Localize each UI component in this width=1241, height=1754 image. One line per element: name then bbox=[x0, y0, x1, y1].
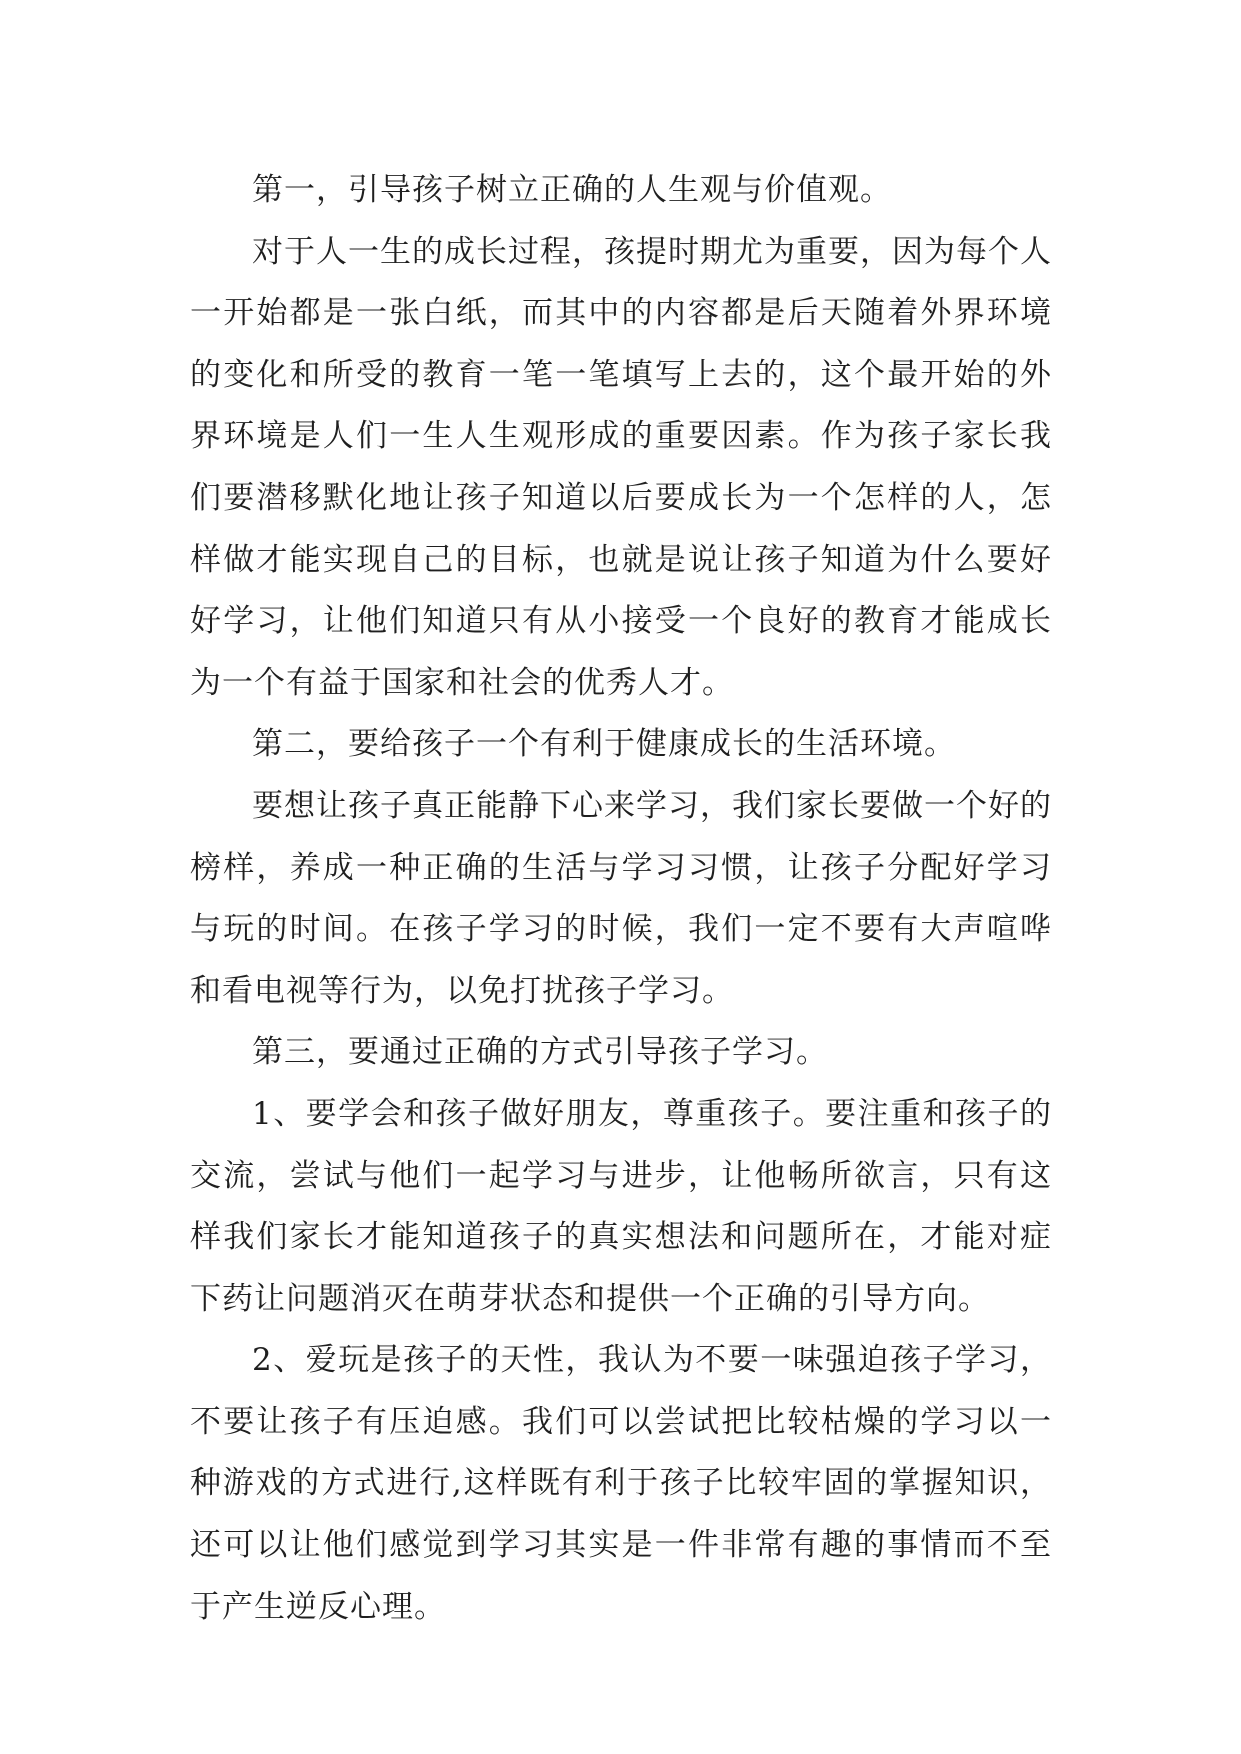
paragraph-heading-2: 第二，要给孩子一个有利于健康成长的生活环境。 bbox=[252, 726, 956, 763]
paragraph-1: 对于人一生的成长过程，孩提时期尤为重要，因为每个人一开始都是一张白纸，而其中的内容都是后天随着外界环境的变化和所受的教育一笔一笔填写上去的，这个最开始的外界环境是人们一生人生观形成的重要因素。作为孩子家长我们要潜移默化地让孩子知道以后要成长为一个怎样的人，怎样做才能实现自己的目标，也就是说让孩子知道为什么要好好学习，让他们知道只有从小接受一个良好的教育才能成长为一个有益于国家和社会的优秀人才。 bbox=[190, 233, 1052, 701]
paragraph-heading-1: 第一，引导孩子树立正确的人生观与价值观。 bbox=[252, 172, 892, 208]
document-body bbox=[190, 160, 1052, 1638]
paragraph-heading-3: 第三，要通过正确的方式引导孩子学习。 bbox=[252, 1034, 828, 1071]
paragraph-4: 2、爱玩是孩子的天性，我认为不要一味强迫孩子学习，不要让孩子有压迫感。我们可以尝试把比较枯燥的学习以一种游戏的方式进行,这样既有利于孩子比较牢固的掌握知识，还可以让他们感觉到学习其实是一件非常有趣的事情而不至于产生逆反心理。 bbox=[190, 1342, 1052, 1625]
paragraph-3: 1、要学会和孩子做好朋友，尊重孩子。要注重和孩子的交流，尝试与他们一起学习与进步，让他畅所欲言，只有这样我们家长才能知道孩子的真实想法和问题所在，才能对症下药让问题消灭在萌芽状态和提供一个正确的引导方向。 bbox=[190, 1095, 1052, 1317]
paragraph-2: 要想让孩子真正能静下心来学习，我们家长要做一个好的榜样，养成一种正确的生活与学习习惯，让孩子分配好学习与玩的时间。在孩子学习的时候，我们一定不要有大声喧哗和看电视等行为，以免打扰孩子学习。 bbox=[190, 787, 1052, 1009]
